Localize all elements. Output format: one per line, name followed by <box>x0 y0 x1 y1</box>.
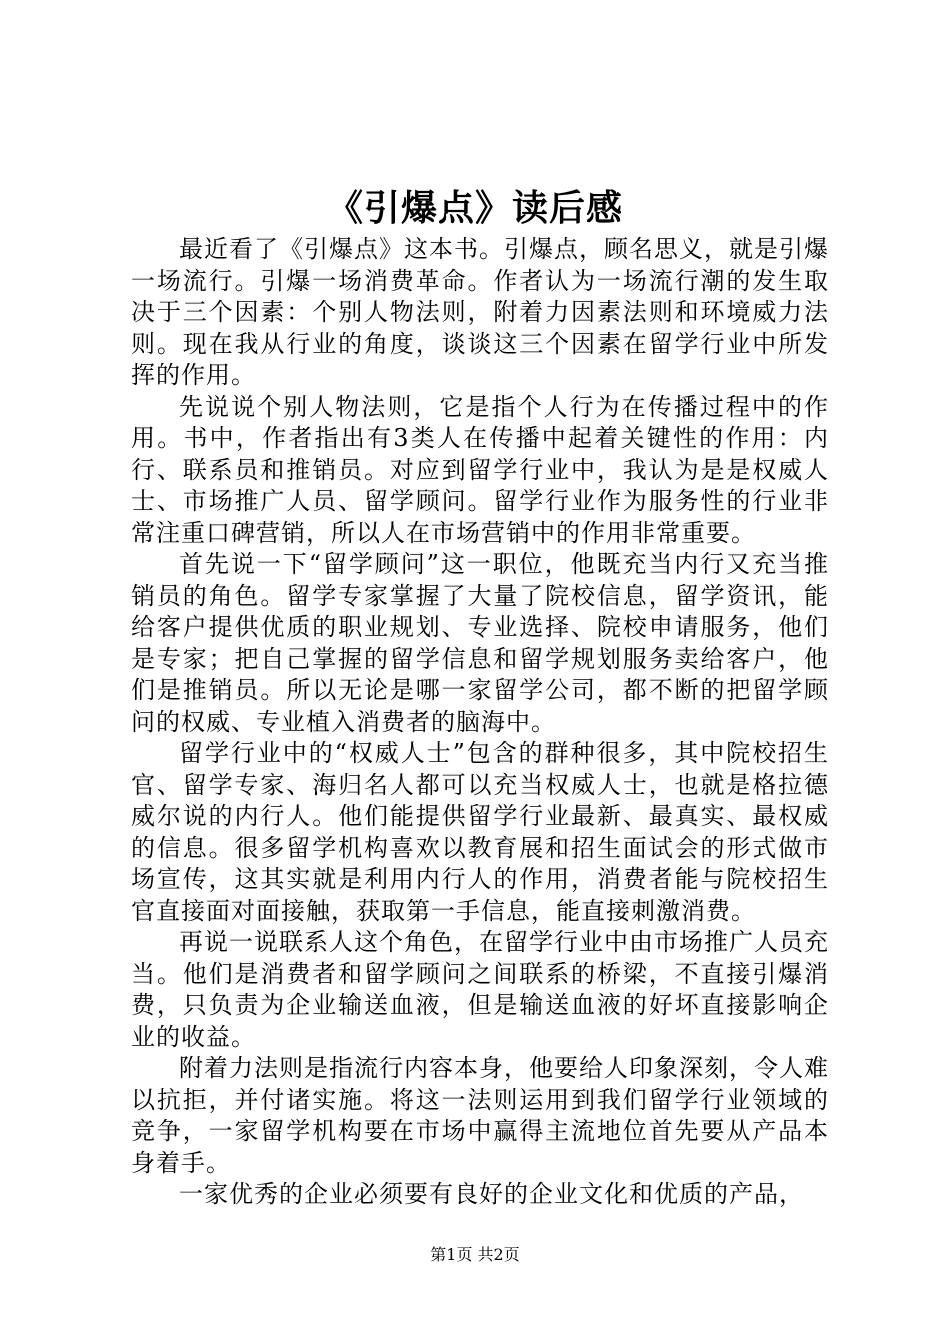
paragraph-2: 先说说个别人物法则，它是指个人行为在传播过程中的作用。书中，作者指出有3类人在传播中起着关键性的作用：内行、联系员和推销员。对应到留学行业中，我认为是是权威人士、市场推广人员、留学顾问。留学行业作为服务性的行业非常注重口碑营销，所以人在市场营销中的作用非常重要。 <box>131 392 829 547</box>
paragraph-1: 最近看了《引爆点》这本书。引爆点，顾名思义，就是引爆一场流行。引爆一场消费革命。作者认为一场流行潮的发生取决于三个因素：个别人物法则，附着力因素法则和环境威力法则。现在我从行业的角度，谈谈这三个因素在留学行业中所发挥的作用。 <box>131 235 829 389</box>
paragraph-5: 再说一说联系人这个角色，在留学行业中由市场推广人员充当。他们是消费者和留学顾问之间联系的桥梁，不直接引爆消费，只负责为企业输送血液，但是输送血液的好坏直接影响企业的收益。 <box>131 928 829 1051</box>
document-body <box>131 234 829 1211</box>
paragraph-7: 一家优秀的企业必须要有良好的企业文化和优质的产品， <box>179 1180 804 1208</box>
document-title: 《引爆点》读后感 <box>326 187 623 229</box>
paragraph-4: 留学行业中的“权威人士”包含的群种很多，其中院校招生官、留学专家、海归名人都可以充当权威人士，也就是格拉德威尔说的内行人。他们能提供留学行业最新、最真实、最权威的信息。很多留学机构喜欢以教育展和招生面试会的形式做市场宣传，这其实就是利用内行人的作用，消费者能与院校招生官直接面对面接触，获取第一手信息，能直接刺激消费。 <box>131 739 829 925</box>
paragraph-6: 附着力法则是指流行内容本身，他要给人印象深刻，令人难以抗拒，并付诸实施。将这一法则运用到我们留学行业领域的竞争，一家留学机构要在市场中赢得主流地位首先要从产品本身着手。 <box>131 1054 829 1177</box>
page-footer: 第1页 共2页 <box>430 1245 520 1264</box>
paragraph-3: 首先说一下“留学顾问”这一职位，他既充当内行又充当推销员的角色。留学专家掌握了大量了院校信息，留学资讯，能给客户提供优质的职业规划、专业选择、院校申请服务，他们是专家；把自己掌握的留学信息和留学规划服务卖给客户，他们是推销员。所以无论是哪一家留学公司，都不断的把留学顾问的权威、专业植入消费者的脑海中。 <box>131 550 829 736</box>
